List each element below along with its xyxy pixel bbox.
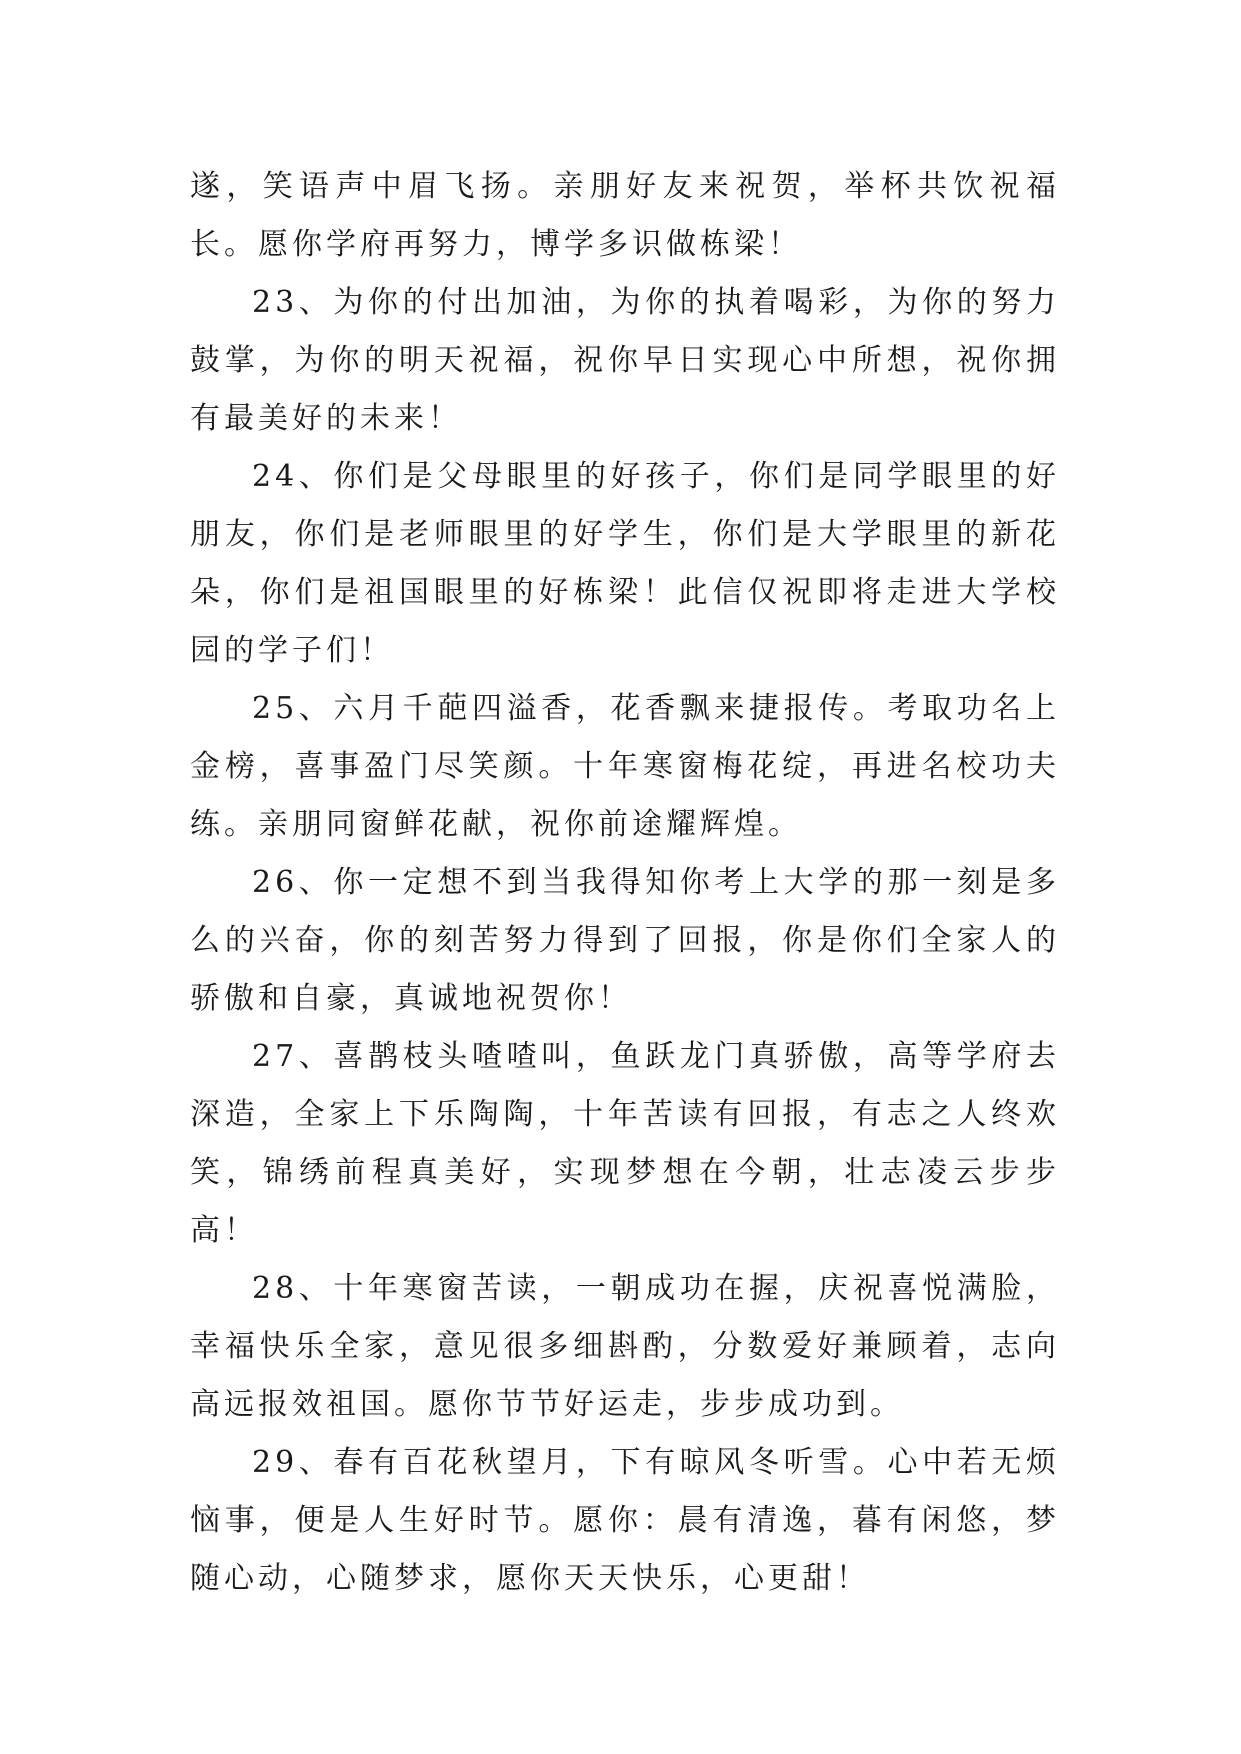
paragraph-23: 23、为你的付出加油，为你的执着喝彩，为你的努力鼓掌，为你的明天祝福，祝你早日实现心中所想，祝你拥有最美好的未来！	[190, 285, 1060, 436]
paragraph-27: 27、喜鹊枝头喳喳叫，鱼跃龙门真骄傲，高等学府去深造，全家上下乐陶陶，十年苦读有回报，有志之人终欢笑，锦绣前程真美好，实现梦想在今朝，壮志凌云步步高！	[190, 1039, 1060, 1248]
paragraph-28: 28、十年寒窗苦读，一朝成功在握，庆祝喜悦满脸，幸福快乐全家，意见很多细斟酌，分数爱好兼顾着，志向高远报效祖国。愿你节节好运走，步步成功到。	[190, 1271, 1060, 1422]
paragraph-24: 24、你们是父母眼里的好孩子，你们是同学眼里的好朋友，你们是老师眼里的好学生，你们是大学眼里的新花朵，你们是祖国眼里的好栋梁！此信仅祝即将走进大学校园的学子们！	[190, 459, 1060, 668]
paragraph-26: 26、你一定想不到当我得知你考上大学的那一刻是多么的兴奋，你的刻苦努力得到了回报，你是你们全家人的骄傲和自豪，真诚地祝贺你！	[190, 865, 1060, 1016]
paragraph-25: 25、六月千葩四溢香，花香飘来捷报传。考取功名上金榜，喜事盈门尽笑颜。十年寒窗梅花绽，再进名校功夫练。亲朋同窗鲜花献，祝你前途耀辉煌。	[190, 691, 1060, 842]
document-body	[190, 158, 1060, 1608]
paragraph-29: 29、春有百花秋望月，下有晾风冬听雪。心中若无烦恼事，便是人生好时节。愿你：晨有清逸，暮有闲悠，梦随心动，心随梦求，愿你天天快乐，心更甜！	[190, 1445, 1060, 1596]
paragraph-continuation: 遂，笑语声中眉飞扬。亲朋好友来祝贺，举杯共饮祝福长。愿你学府再努力，博学多识做栋梁！	[190, 169, 1060, 262]
